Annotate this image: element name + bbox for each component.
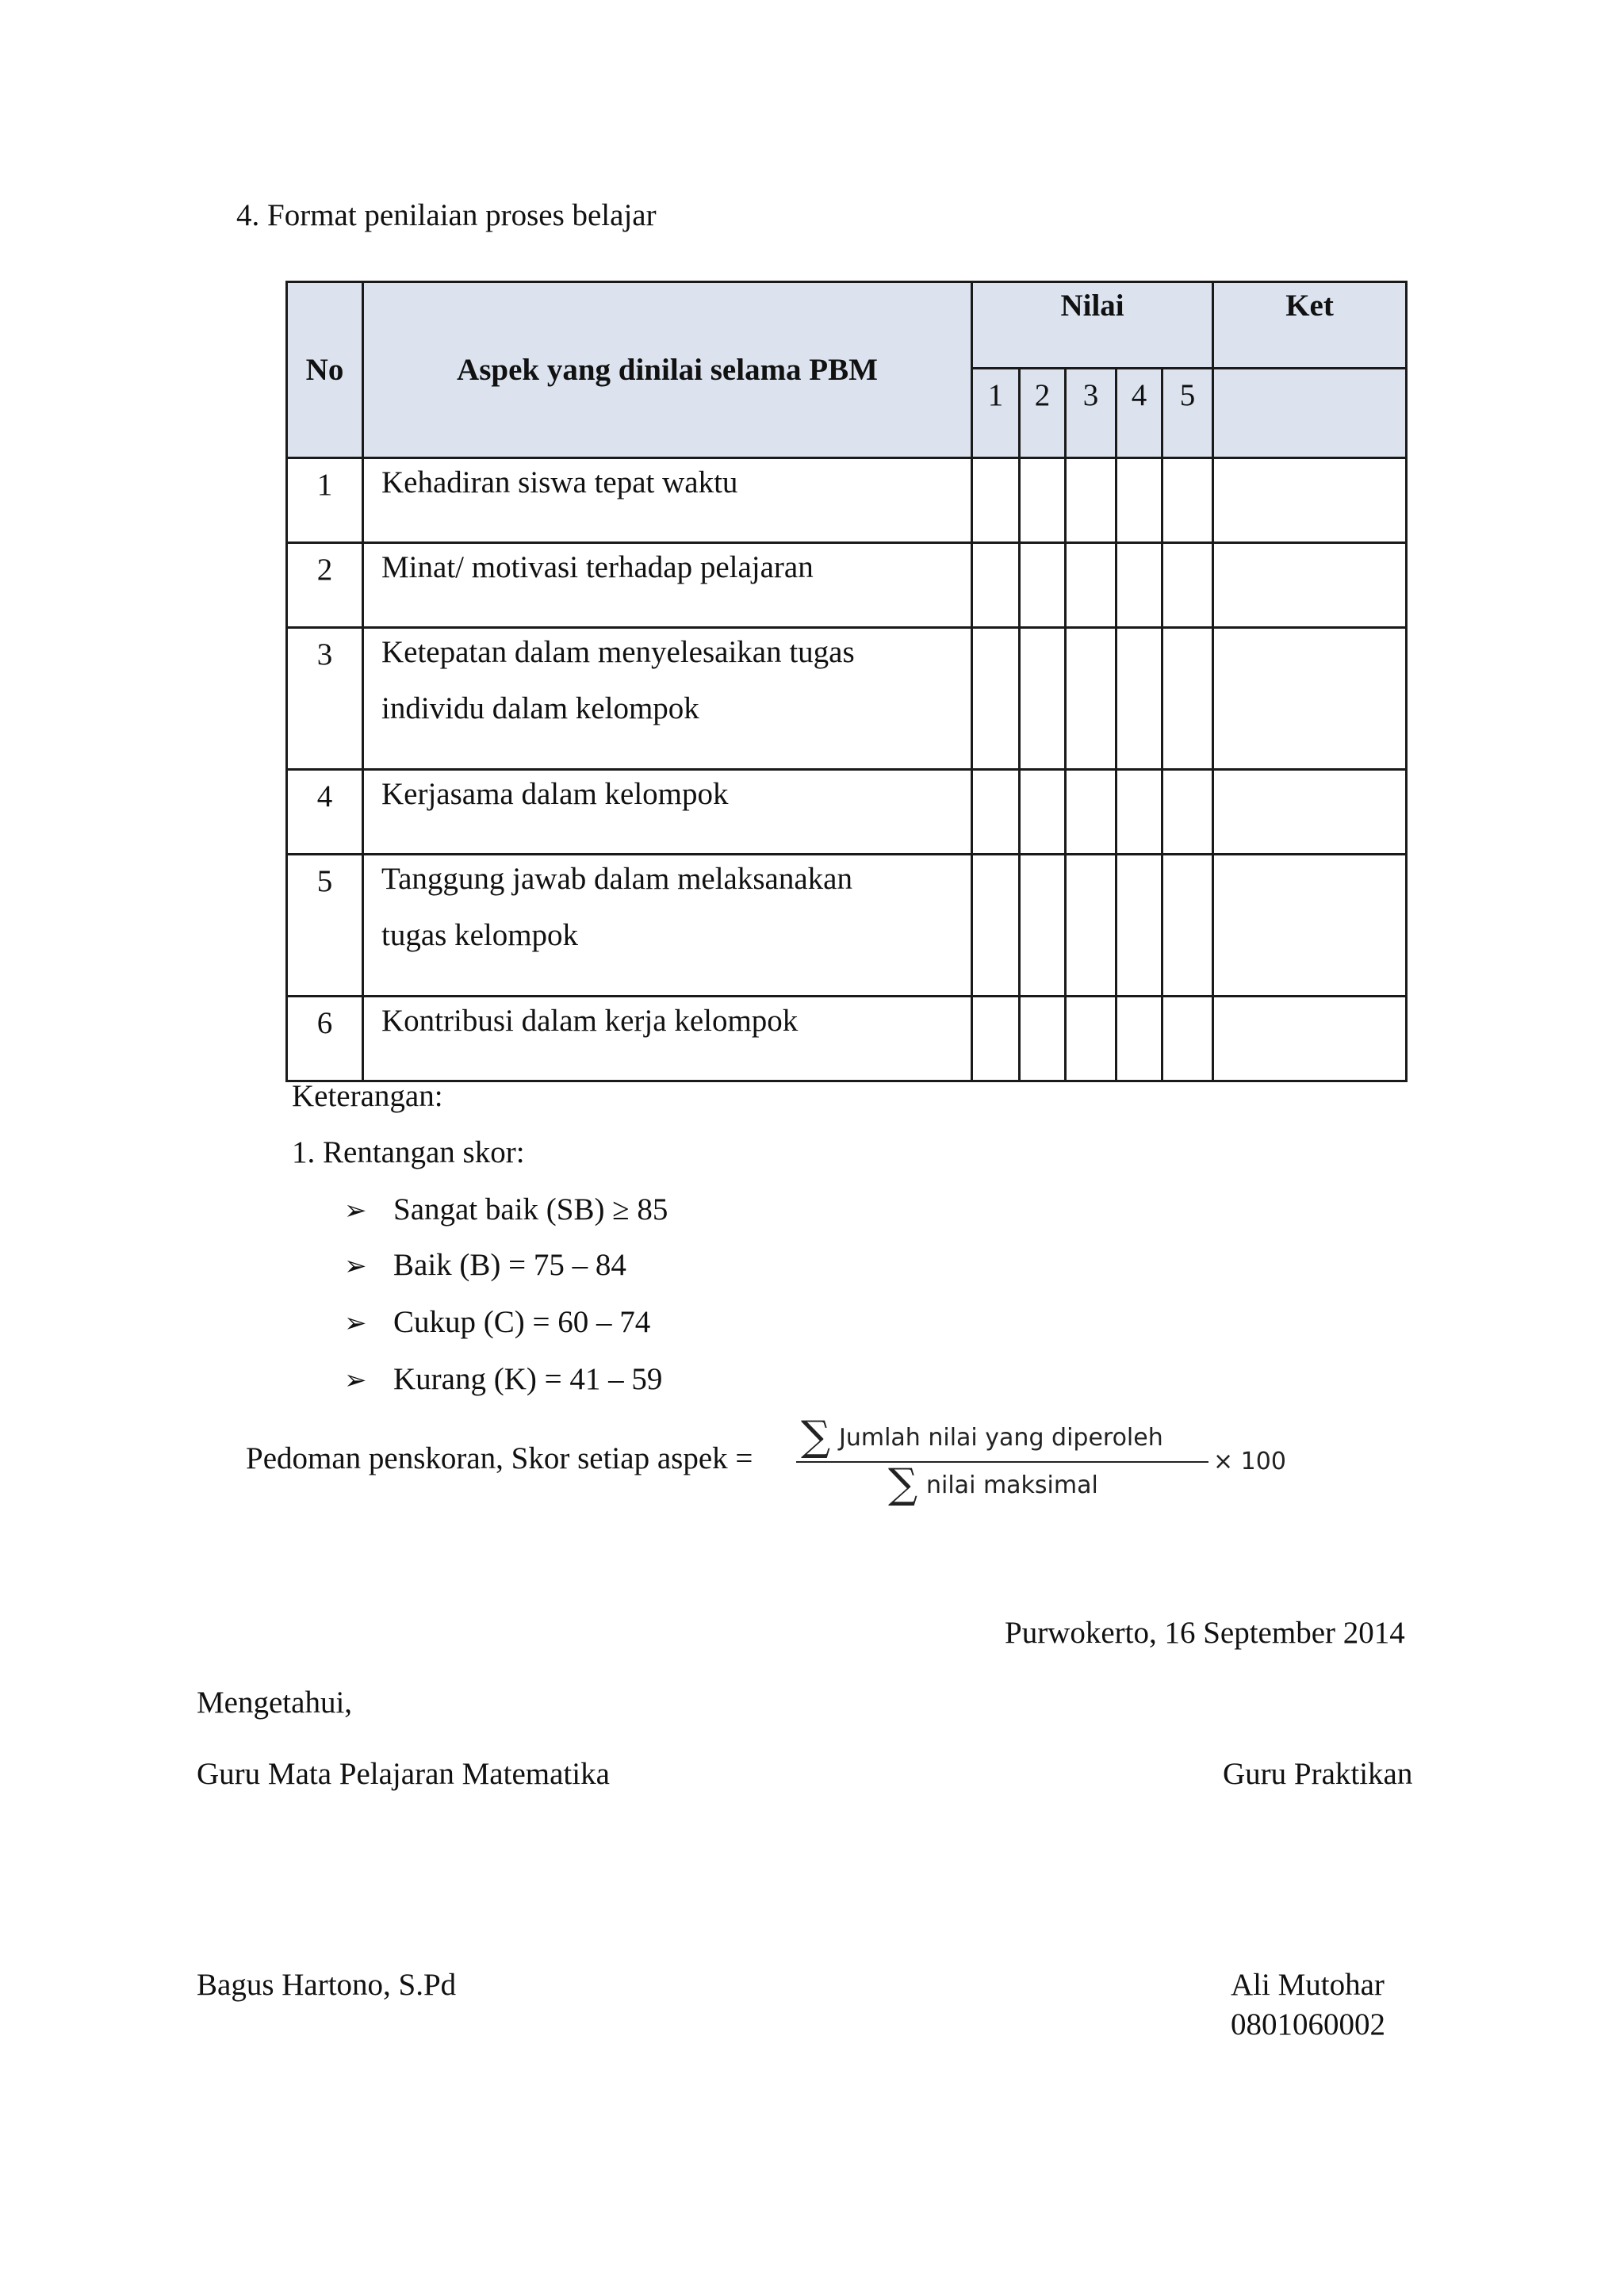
ket-cell[interactable] [1213, 855, 1407, 997]
mengetahui-label: Mengetahui, [197, 1686, 353, 1720]
row-aspek [363, 855, 972, 997]
right-signatory-name: Ali Mutohar [1231, 1968, 1385, 2002]
arrowhead-bullet-icon: ➢ [344, 1195, 367, 1226]
row-number: 1 [287, 458, 363, 543]
score-range-text: Sangat baik (SB) ≥ 85 [393, 1192, 668, 1226]
aspek-text: Kehadiran siswa tepat waktu [381, 465, 738, 499]
score-cell[interactable] [1066, 855, 1116, 997]
row-aspek [363, 543, 972, 628]
rentangan-label: 1. Rentangan skor: [292, 1135, 525, 1169]
keterangan-label: Keterangan: [292, 1079, 443, 1113]
place-date: Purwokerto, 16 September 2014 [1005, 1616, 1405, 1650]
left-signatory-name: Bagus Hartono, S.Pd [197, 1968, 457, 2002]
ket-cell[interactable] [1213, 458, 1407, 543]
table-row [287, 855, 1407, 997]
right-signatory-id: 0801060002 [1231, 2007, 1385, 2042]
score-range-item [344, 1307, 650, 1337]
table-row [287, 458, 1407, 543]
sigma-symbol: ∑ [888, 1460, 918, 1508]
score-cell[interactable] [1116, 628, 1162, 770]
row-aspek [363, 770, 972, 855]
score-cell[interactable] [1162, 458, 1213, 543]
row-aspek [363, 628, 972, 770]
score-header-2: 2 [1020, 369, 1066, 458]
section-heading: 4. Format penilaian proses belajar [236, 198, 657, 232]
score-cell[interactable] [1020, 628, 1066, 770]
right-signatory-title: Guru Praktikan [1223, 1757, 1413, 1791]
table-row [287, 997, 1407, 1081]
assessment-table [285, 281, 1408, 1082]
score-cell[interactable] [1116, 770, 1162, 855]
arrowhead-bullet-icon: ➢ [344, 1364, 367, 1396]
ket-cell[interactable] [1213, 628, 1407, 770]
formula-numerator: Jumlah nilai yang diperoleh [839, 1424, 1163, 1452]
header-aspek: Aspek yang dinilai selama PBM [363, 282, 972, 458]
score-cell[interactable] [1066, 997, 1116, 1081]
score-cell[interactable] [1066, 458, 1116, 543]
score-range-text: Baik (B) = 75 – 84 [393, 1248, 626, 1282]
score-cell[interactable] [1162, 543, 1213, 628]
ket-cell[interactable] [1213, 543, 1407, 628]
score-cell[interactable] [1162, 997, 1213, 1081]
score-cell[interactable] [1116, 997, 1162, 1081]
row-aspek [363, 458, 972, 543]
row-number: 3 [287, 628, 363, 770]
table-row [287, 628, 1407, 770]
score-cell[interactable] [972, 855, 1020, 997]
formula-denominator: nilai maksimal [926, 1471, 1098, 1499]
score-cell[interactable] [972, 543, 1020, 628]
score-cell[interactable] [1066, 543, 1116, 628]
row-number: 6 [287, 997, 363, 1081]
score-range-text: Kurang (K) = 41 – 59 [393, 1362, 663, 1396]
score-cell[interactable] [1116, 543, 1162, 628]
score-formula [793, 1411, 1300, 1514]
row-number: 5 [287, 855, 363, 997]
score-cell[interactable] [972, 997, 1020, 1081]
score-cell[interactable] [1020, 855, 1066, 997]
score-header-1: 1 [972, 369, 1020, 458]
aspek-text: Ketepatan dalam menyelesaikan tugas [381, 635, 855, 669]
arrowhead-bullet-icon: ➢ [344, 1250, 367, 1282]
score-cell[interactable] [1162, 628, 1213, 770]
score-range-text: Cukup (C) = 60 – 74 [393, 1305, 651, 1339]
table-row [287, 770, 1407, 855]
score-cell[interactable] [1116, 458, 1162, 543]
score-header-4: 4 [1116, 369, 1162, 458]
sigma-symbol: ∑ [801, 1413, 831, 1460]
score-cell[interactable] [1066, 770, 1116, 855]
arrowhead-bullet-icon: ➢ [344, 1307, 367, 1339]
left-signatory-title: Guru Mata Pelajaran Matematika [197, 1757, 610, 1791]
ket-cell[interactable] [1213, 770, 1407, 855]
ket-subheader [1213, 369, 1407, 458]
aspek-text: Minat/ motivasi terhadap pelajaran [381, 550, 814, 584]
table-header-row [287, 282, 1407, 369]
score-cell[interactable] [1162, 770, 1213, 855]
score-cell[interactable] [972, 770, 1020, 855]
score-cell[interactable] [1020, 458, 1066, 543]
score-cell[interactable] [1020, 997, 1066, 1081]
score-cell[interactable] [1020, 770, 1066, 855]
aspek-text: Kontribusi dalam kerja kelompok [381, 1004, 799, 1038]
header-no: No [287, 282, 363, 458]
score-header-3: 3 [1066, 369, 1116, 458]
score-cell[interactable] [1116, 855, 1162, 997]
score-cell[interactable] [1066, 628, 1116, 770]
table-row [287, 543, 1407, 628]
score-cell[interactable] [972, 628, 1020, 770]
header-nilai: Nilai [972, 282, 1213, 369]
ket-cell[interactable] [1213, 997, 1407, 1081]
aspek-text-continued: individu dalam kelompok [381, 691, 699, 725]
aspek-text: Tanggung jawab dalam melaksanakan [381, 862, 852, 896]
row-aspek [363, 997, 972, 1081]
score-cell[interactable] [1020, 543, 1066, 628]
score-cell[interactable] [972, 458, 1020, 543]
score-range-item [344, 1249, 626, 1280]
header-ket: Ket [1213, 282, 1407, 369]
score-range-item [344, 1364, 662, 1395]
score-cell[interactable] [1162, 855, 1213, 997]
score-header-5: 5 [1162, 369, 1213, 458]
score-range-item [344, 1194, 668, 1225]
formula-prefix: Pedoman penskoran, Skor setiap aspek = [246, 1441, 753, 1475]
row-number: 4 [287, 770, 363, 855]
aspek-text: Kerjasama dalam kelompok [381, 777, 729, 811]
formula-multiplier: × 100 [1213, 1448, 1286, 1475]
aspek-text-continued: tugas kelompok [381, 918, 579, 952]
fraction-line [796, 1461, 1208, 1463]
row-number: 2 [287, 543, 363, 628]
